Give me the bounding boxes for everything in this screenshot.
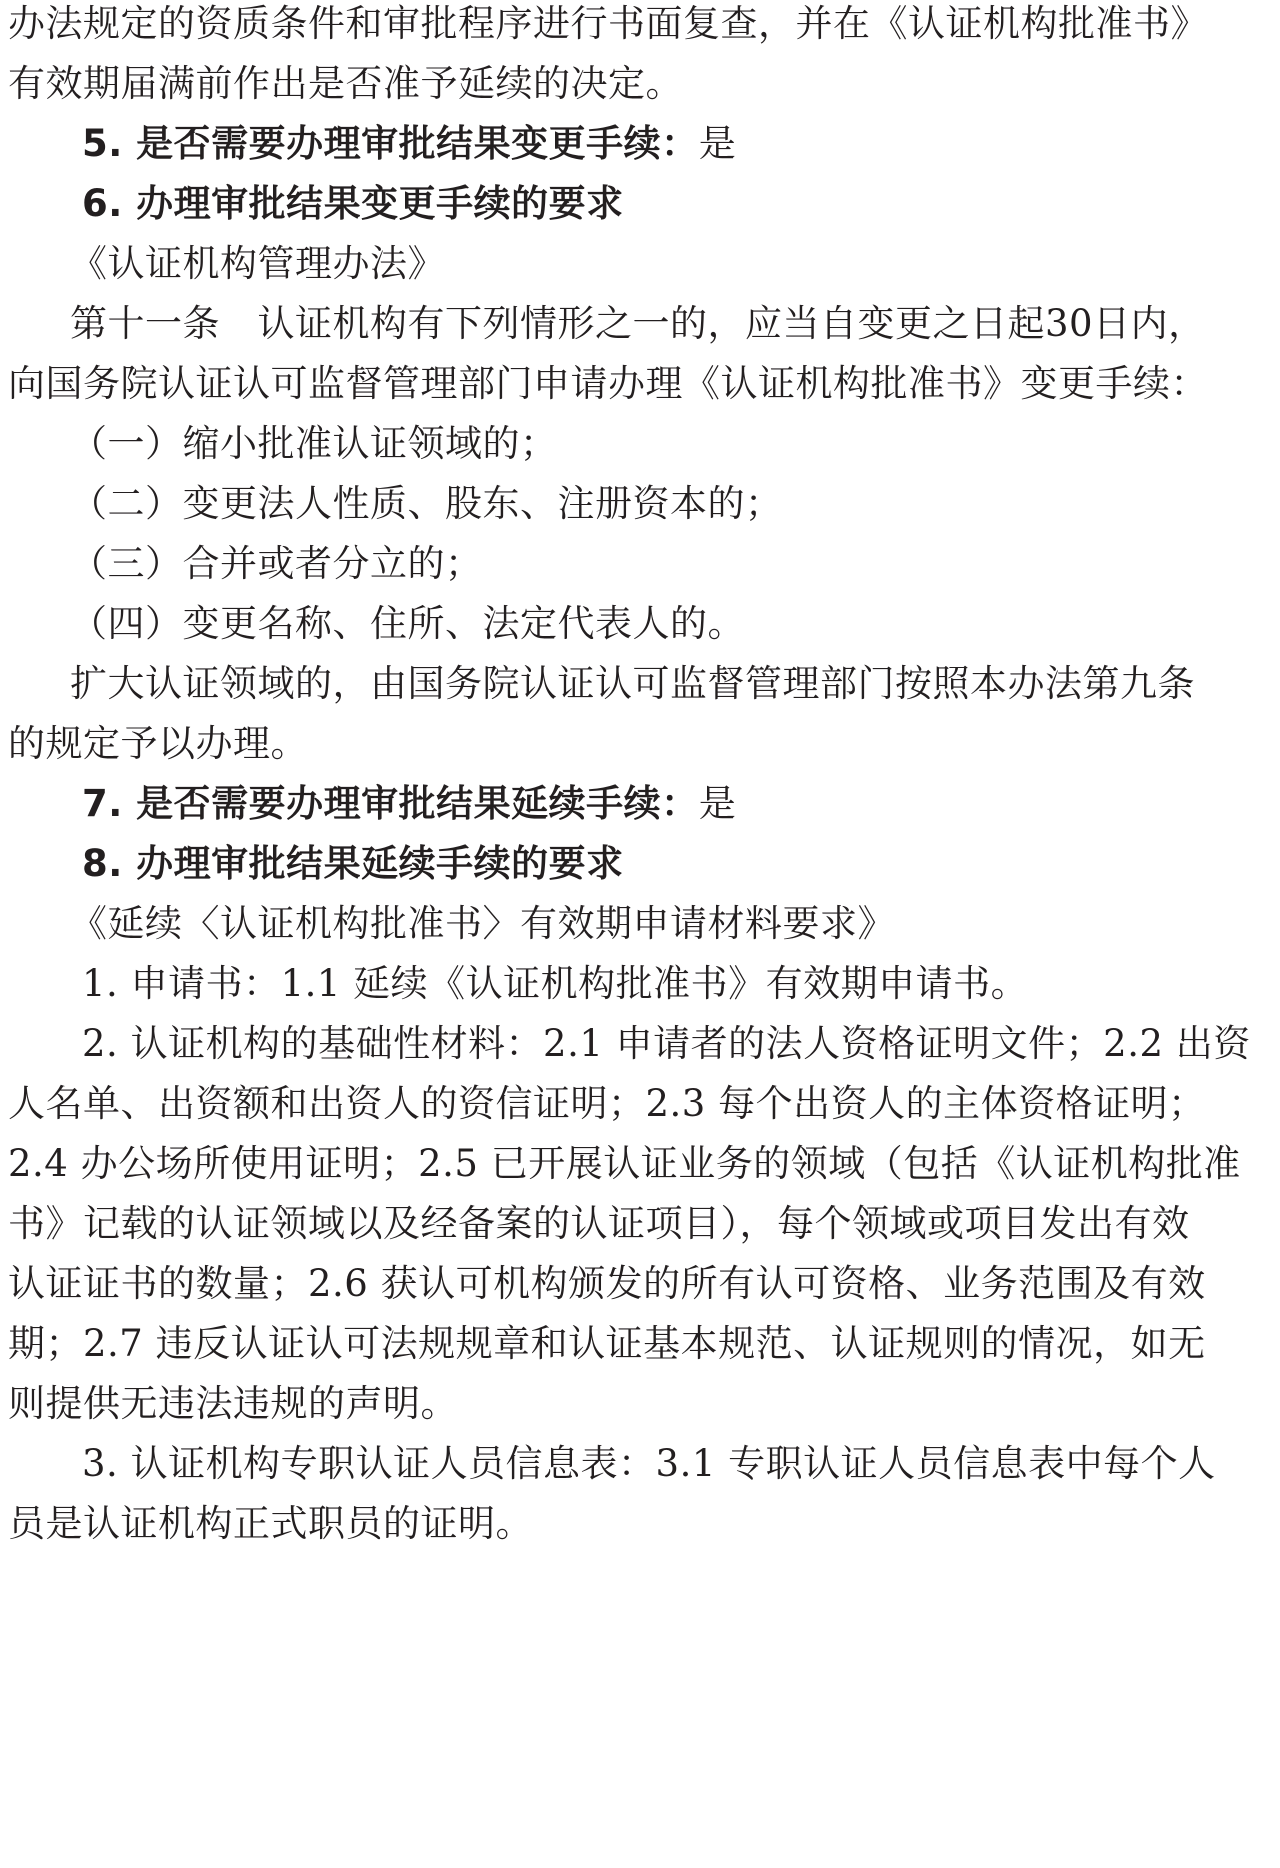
material-item-2-line: 2.4 办公场所使用证明；2.5 已开展认证业务的领域（包括《认证机构批准: [8, 1142, 1241, 1185]
material-item-2-line: 书》记载的认证领域以及经备案的认证项目），每个领域或项目发出有效: [8, 1202, 1190, 1245]
material-item-3-line: 员是认证机构正式职员的证明。: [8, 1502, 533, 1545]
material-item-2-line: 2. 认证机构的基础性材料：2.1 申请者的法人资格证明文件；2.2 出资: [82, 1022, 1251, 1065]
item-7-label: 7. 是否需要办理审批结果延续手续：: [82, 782, 699, 825]
clause-item: （四）变更名称、住所、法定代表人的。: [70, 602, 745, 645]
material-item-2-line: 认证证书的数量；2.6 获认可机构颁发的所有认可资格、业务范围及有效: [8, 1262, 1206, 1305]
item-7-value: 是: [698, 782, 737, 825]
extension-line: 的规定予以办理。: [8, 722, 308, 765]
text-line: 办法规定的资质条件和审批程序进行书面复查，并在《认证机构批准书》: [8, 2, 1208, 45]
extension-line: 扩大认证领域的，由国务院认证认可监督管理部门按照本办法第九条: [70, 662, 1195, 705]
material-item-2-line: 人名单、出资额和出资人的资信证明；2.3 每个出资人的主体资格证明；: [8, 1082, 1206, 1125]
clause-item: （二）变更法人性质、股东、注册资本的；: [70, 482, 783, 525]
material-item-1: 1. 申请书：1.1 延续《认证机构批准书》有效期申请书。: [82, 962, 1029, 1005]
material-item-2-line: 期；2.7 违反认证认可法规规章和认证基本规范、认证规则的情况，如无: [8, 1322, 1206, 1365]
text-line: 有效期届满前作出是否准予延续的决定。: [8, 62, 683, 105]
clause-item: （一）缩小批准认证领域的；: [70, 422, 558, 465]
article-11-line: 向国务院认证认可监督管理部门申请办理《认证机构批准书》变更手续：: [8, 362, 1208, 405]
material-item-3-line: 3. 认证机构专职认证人员信息表：3.1 专职认证人员信息表中每个人: [82, 1442, 1216, 1485]
item-8-heading: 8. 办理审批结果延续手续的要求: [82, 842, 624, 885]
material-item-2-line: 则提供无违法违规的声明。: [8, 1382, 458, 1425]
article-11-line: 第十一条 认证机构有下列情形之一的，应当自变更之日起30日内，: [70, 302, 1206, 345]
item-5-label: 5. 是否需要办理审批结果变更手续：: [82, 122, 699, 165]
item-6-heading: 6. 办理审批结果变更手续的要求: [82, 182, 624, 225]
renewal-title: 《延续〈认证机构批准书〉有效期申请材料要求》: [70, 902, 895, 945]
regulation-title: 《认证机构管理办法》: [70, 242, 445, 285]
clause-item: （三）合并或者分立的；: [70, 542, 483, 585]
item-5-value: 是: [698, 122, 737, 165]
